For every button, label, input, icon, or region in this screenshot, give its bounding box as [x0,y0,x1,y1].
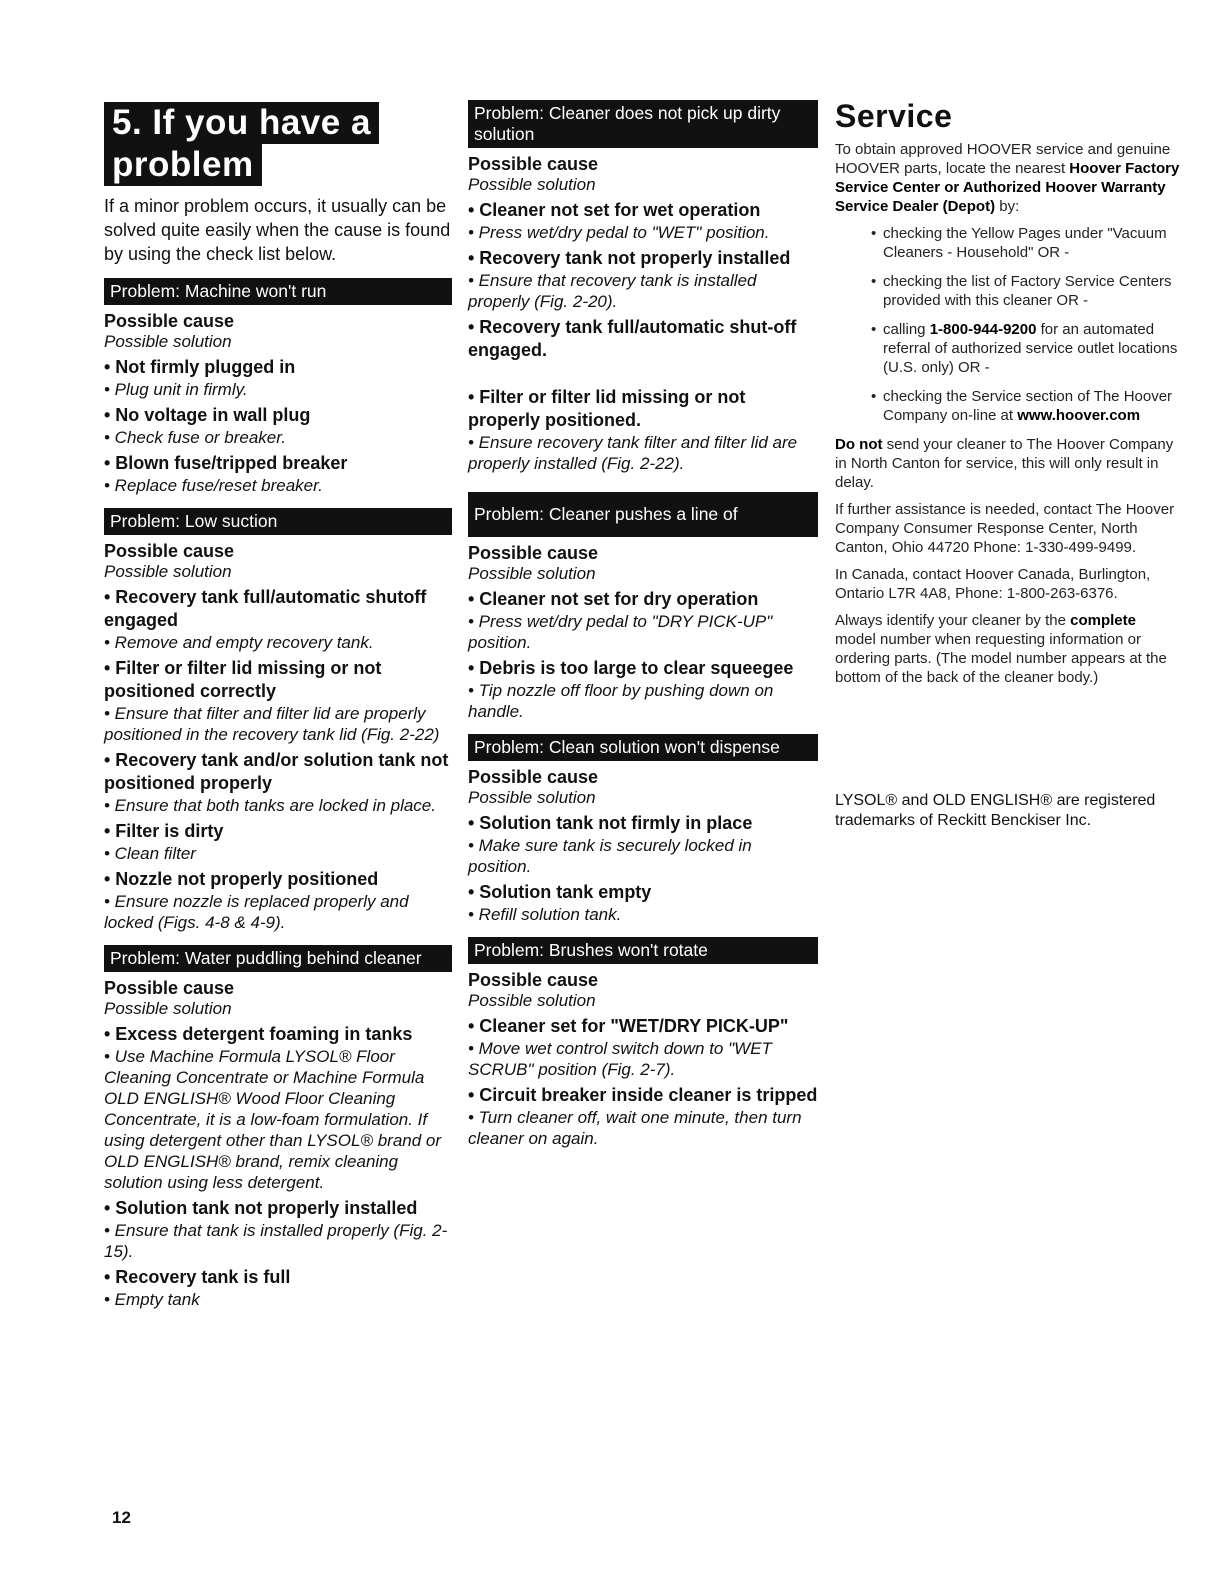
cause-item: • Not firmly plugged in [104,357,296,377]
solution-item: • Make sure tank is securely locked in position. [468,836,752,876]
solution-item: • Plug unit in firmly. [104,380,248,399]
spacer [468,362,818,384]
possible-solution-label: Possible solution [468,788,596,807]
chapter-title-line2: problem [104,144,262,186]
service-warning [835,435,1180,492]
phone-number: 1-800-944-9200 [929,321,1037,338]
problem-water-puddling [104,945,452,1310]
text-run-bold: Do not [835,436,883,453]
solution-item: • Replace fuse/reset breaker. [104,476,323,495]
cause-item: • Solution tank not properly installed [104,1198,418,1218]
solution-item: • Empty tank [104,1290,200,1309]
solution-item: • Ensure recovery tank filter and filter lid are properly installed (Fig. 2-22). [468,433,798,473]
problem-low-suction [104,508,452,933]
problem-heading: Problem: Clean solution won't dispense [468,734,818,761]
cause-item: • Blown fuse/tripped breaker [104,453,348,473]
column-right [835,98,1180,847]
possible-solution-label: Possible solution [104,999,232,1018]
service-bullet-factory-list: • checking the list of Factory Service Centers provided with this cleaner OR - [883,272,1180,310]
website-link[interactable]: www.hoover.com [1017,407,1141,424]
service-bullet-phone [883,320,1180,377]
text-run: calling [883,321,930,338]
chapter-title [104,102,452,186]
solution-item: • Check fuse or breaker. [104,428,287,447]
problem-heading: Problem: Machine won't run [104,278,452,305]
intro-paragraph: If a minor problem occurs, it usually can be solved quite easily when the cause is found by using the check list below. [104,196,451,264]
cause-item: • Recovery tank not properly installed [468,248,791,268]
cause-item: • Recovery tank is full [104,1267,291,1287]
problem-heading: Problem: Low suction [104,508,452,535]
cause-item: • Debris is too large to clear squeegee [468,658,794,678]
possible-solution-label: Possible solution [104,562,232,581]
problem-heading: Problem: Brushes won't rotate [468,937,818,964]
service-bullet-online [883,387,1180,425]
solution-item: • Refill solution tank. [468,905,622,924]
text-run-bold: Hoover Factory Service Center or Authorized Hoover Warranty Service Dealer (Depot) [835,160,1180,215]
page-number: 12 [112,1508,131,1527]
possible-solution-label: Possible solution [468,564,596,583]
cause-item: • Filter or filter lid missing or not positioned correctly [104,658,382,701]
column-middle [468,98,818,1153]
cause-item: • Solution tank not firmly in place [468,813,753,833]
solution-item: • Ensure that tank is installed properly (Fig. 2-15). [104,1221,448,1261]
possible-cause-label: Possible cause [468,970,599,990]
possible-cause-label: Possible cause [468,767,599,787]
column-left [104,98,452,1314]
possible-solution-label: Possible solution [468,991,596,1010]
cause-item: • Solution tank empty [468,882,652,902]
service-contact-canada: In Canada, contact Hoover Canada, Burlington, Ontario L7R 4A8, Phone: 1-800-263-6376. [835,566,1151,602]
problem-solution-wont-dispense [468,734,818,925]
problem-heading: Problem: Cleaner does not pick up dirty solution [468,100,818,148]
problem-machine-wont-run [104,278,452,496]
text-run: To obtain approved HOOVER service and genuine HOOVER parts, locate the nearest [835,141,1171,177]
cause-item: • Recovery tank and/or solution tank not positioned properly [104,750,449,793]
solution-item: • Ensure nozzle is replaced properly and locked (Figs. 4-8 & 4-9). [104,892,409,932]
text-run: for an automated referral of authorized service outlet locations (U.S. only) OR - [883,321,1178,376]
solution-item: • Turn cleaner off, wait one minute, then turn cleaner on again. [468,1108,802,1148]
solution-item: • Clean filter [104,844,196,863]
problem-heading: Problem: Water puddling behind cleaner [104,945,452,972]
text-run: model number when requesting information or ordering parts. (The model number appears at the bottom of the back of the cleaner body.) [835,631,1167,686]
solution-item: • Tip nozzle off floor by pushing down on handle. [468,681,774,721]
service-bullet-yellow-pages: • checking the Yellow Pages under "Vacuum Cleaners - Household" OR - [883,224,1180,262]
cause-item: • Cleaner set for "WET/DRY PICK-UP" [468,1016,789,1036]
possible-cause-label: Possible cause [104,541,235,561]
problem-brushes-wont-rotate [468,937,818,1149]
solution-item: • Press wet/dry pedal to "DRY PICK-UP" position. [468,612,773,652]
text-run-bold: complete [1070,612,1136,629]
cause-item: • Excess detergent foaming in tanks [104,1024,413,1044]
service-model-number [835,611,1180,687]
cause-item: • Cleaner not set for dry operation [468,589,759,609]
possible-cause-label: Possible cause [468,543,599,563]
solution-item: • Press wet/dry pedal to "WET" position. [468,223,770,242]
possible-solution-label: Possible solution [468,175,596,194]
cause-item: • Cleaner not set for wet operation [468,200,761,220]
text-run: send your cleaner to The Hoover Company in North Canton for service, this will only result in delay. [835,436,1174,491]
cause-item: • Recovery tank full/automatic shut-off engaged. [468,317,797,360]
service-intro [835,140,1180,216]
cause-item: • Circuit breaker inside cleaner is tripped [468,1085,818,1105]
text-run: Always identify your cleaner by the [835,612,1071,629]
solution-item: • Remove and empty recovery tank. [104,633,374,652]
possible-cause-label: Possible cause [468,154,599,174]
cause-item: • No voltage in wall plug [104,405,311,425]
cause-item: • Recovery tank full/automatic shutoff engaged [104,587,427,630]
service-contact-us: If further assistance is needed, contact The Hoover Company Consumer Response Center, North Canton, Ohio 44720 Phone: 1-330-499-9499. [835,501,1175,556]
possible-cause-label: Possible cause [104,978,235,998]
chapter-title-line1: 5. If you have a [104,102,379,144]
cause-item: • Filter or filter lid missing or not properly positioned. [468,387,746,430]
text-run: checking the Service section of The Hoover Company on-line at [883,388,1173,424]
solution-item: • Move wet control switch down to "WET SCRUB" position (Fig. 2-7). [468,1039,772,1079]
possible-solution-label: Possible solution [104,332,232,351]
text-run: by: [995,198,1020,215]
service-title: Service [835,98,953,134]
trademark-notice: LYSOL® and OLD ENGLISH® are registered trademarks of Reckitt Benckiser Inc. [835,792,1156,829]
cause-item: • Nozzle not properly positioned [104,869,379,889]
solution-item: • Use Machine Formula LYSOL® Floor Cleaning Concentrate or Machine Formula OLD ENGLISH® Wood Floor Cleaning Concentrate, it is a low-foam formulation. If using detergent other than LYSOL® brand or OLD ENGLISH® brand, remix cleaning solution using less detergent. [104,1047,442,1192]
cause-item: • Filter is dirty [104,821,224,841]
problem-no-pickup [468,100,818,474]
possible-cause-label: Possible cause [104,311,235,331]
solution-item: • Ensure that both tanks are locked in place. [104,796,436,815]
problem-heading: Problem: Cleaner pushes a line of [468,492,818,537]
solution-item: • Ensure that recovery tank is installed properly (Fig. 2-20). [468,271,757,311]
problem-line-of-water [468,492,818,722]
solution-item: • Ensure that filter and filter lid are properly positioned in the recovery tank lid (Fig. 2-22) [104,704,440,744]
